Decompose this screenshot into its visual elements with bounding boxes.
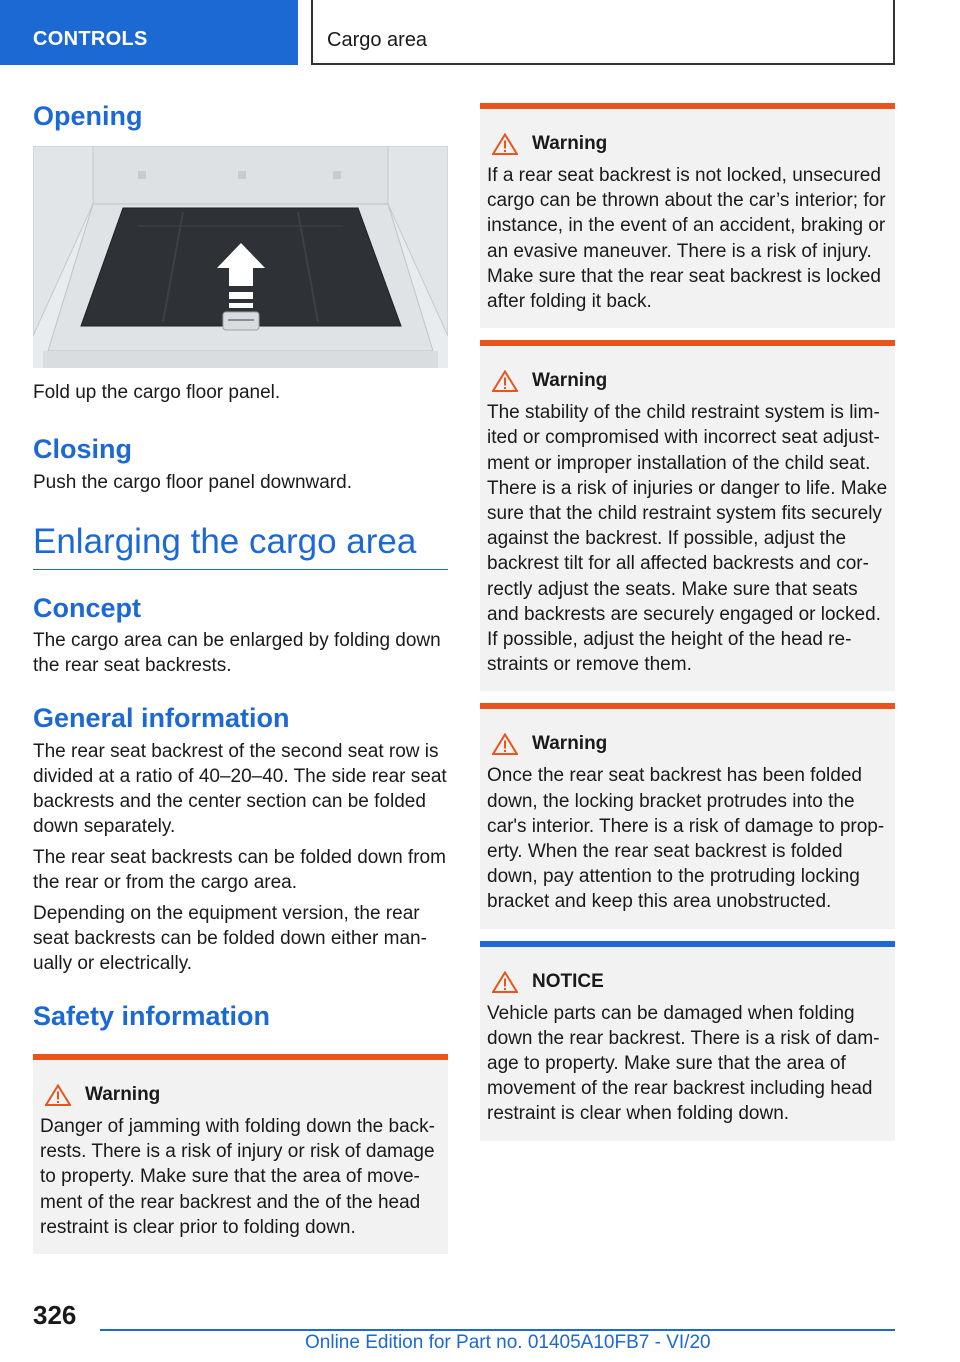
page-number: 326: [33, 1300, 77, 1330]
warning-triangle-icon: [492, 370, 518, 392]
notice-triangle-icon: [492, 971, 518, 993]
warning-text: If a rear seat backrest is not locked, unsecured cargo can be thrown about the car’s interior; for instance, in the event of an accident, braking or an evasive maneuver. There is a risk of injury. Make sure that the rear seat backrest is locked after folding it back.: [487, 165, 886, 313]
general-info-paragraph-1: The rear seat backrest of the second seat row is divided at a ratio of 40–20–40. The side rear seat backrests and the center section can be folded down separately.: [33, 740, 447, 837]
opening-text: Fold up the cargo floor panel.: [33, 382, 281, 404]
notice-text: Vehicle parts can be damaged when folding down the rear backrest. There is a risk of dam‐ age to property. Make sure that the area of movement of the rear backrest including head restraint is clear when folding down.: [487, 1002, 880, 1125]
general-info-paragraph-2: The rear seat backrests can be folded down from the rear or from the cargo area.: [33, 846, 446, 893]
general-info-heading: General information: [33, 703, 290, 734]
opening-heading: Opening: [33, 101, 143, 131]
edition-text[interactable]: Online Edition for Part no. 01405A10FB7 - VI/20: [305, 1332, 711, 1353]
warning-text: The stability of the child restraint system is lim‐ ited or compromised with incorrect seat adjust‐ ment or improper installation of the child seat. There is a risk of injuries or danger to life. Make sure that the child restraint system fits securely against the backrest. If possible, adjust the backrest tilt for all affected backrests and cor‐ rectly adjust the seats. Make sure that seats and backrests are securely engaged or locked. If possible, adjust the height of the head re‐ straints or remove them.: [487, 402, 888, 676]
warning-box-backrest-lock: [480, 103, 895, 328]
safety-info-heading: Safety information: [33, 1000, 271, 1031]
warning-title: Warning: [532, 133, 608, 154]
general-info-paragraph-3: Depending on the equipment version, the rear seat backrests can be folded down either man‐ ually or electrically.: [33, 902, 427, 974]
cargo-floor-illustration: [33, 146, 448, 368]
right-column: [480, 103, 895, 1141]
closing-heading: Closing: [33, 434, 132, 465]
left-column: [33, 100, 448, 1254]
warning-triangle-icon: [492, 133, 518, 155]
warning-title: Warning: [532, 370, 608, 392]
warning-text: Danger of jamming with folding down the back‐ rests. There is a risk of injury or risk of damage to property. Make sure that the area of move‐ ment of the rear backrest and the of the head restraint is clear prior to folding down.: [40, 1115, 435, 1238]
notice-title: NOTICE: [532, 970, 604, 992]
warning-box-child-restraint: [480, 340, 895, 691]
enlarging-heading: Enlarging the cargo area: [33, 521, 448, 570]
concept-text: The cargo area can be enlarged by folding down the rear seat backrests.: [33, 630, 441, 677]
warning-text: Once the rear seat backrest has been folded down, the locking bracket protrudes into the car's interior. There is a risk of damage to prop‐ erty. When the rear seat backrest is folded down, pay attention to the protruding locking bracket and keep this area unobstructed.: [487, 765, 885, 913]
warning-triangle-icon: [492, 733, 518, 755]
notice-box: [480, 941, 895, 1141]
closing-text: Push the cargo floor panel downward.: [33, 471, 352, 493]
warning-title: Warning: [532, 733, 608, 755]
warning-box-jamming: [33, 1054, 448, 1254]
warning-triangle-icon: [45, 1084, 71, 1106]
section-tab[interactable]: CONTROLS: [0, 0, 298, 65]
warning-box-locking-bracket: [480, 703, 895, 928]
footer-divider: [100, 1329, 895, 1331]
warning-title: Warning: [85, 1083, 161, 1105]
concept-heading: Concept: [33, 592, 141, 623]
chapter-title: Cargo area: [311, 0, 895, 65]
